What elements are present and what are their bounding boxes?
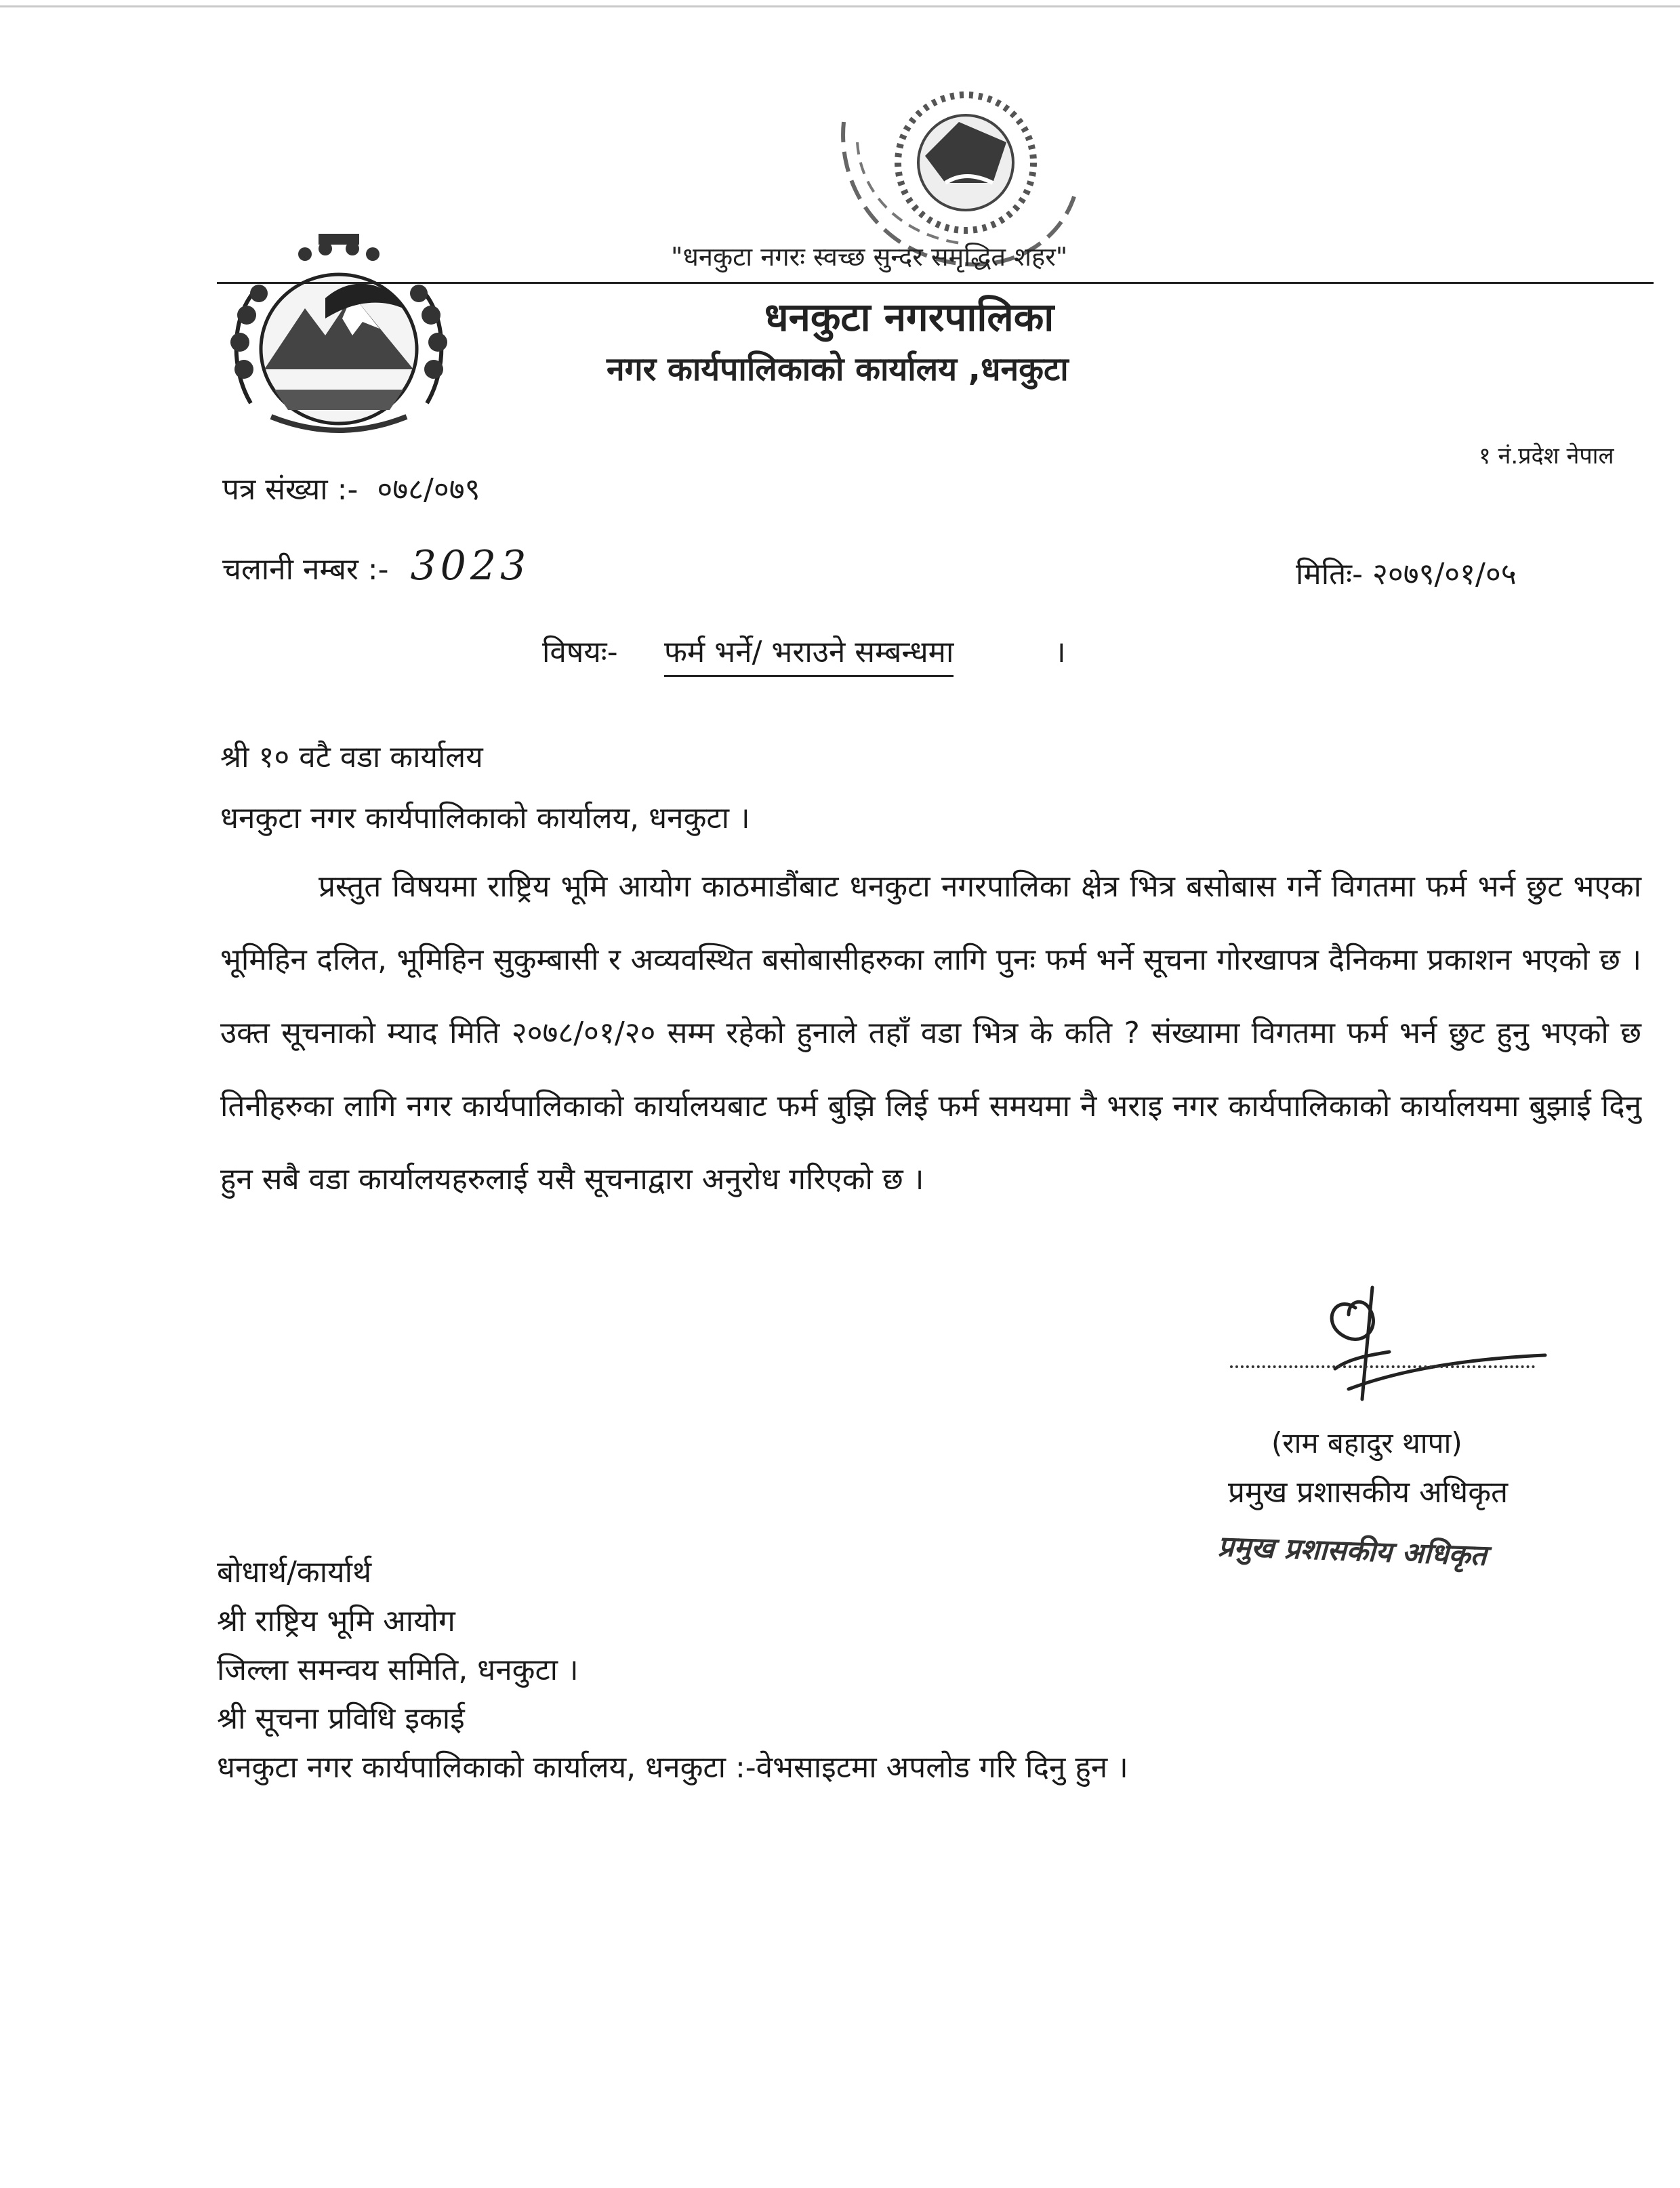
office-subtitle: नगर कार्यपालिकाको कार्यालय ,धनकुटा bbox=[607, 350, 1069, 388]
subject-label: विषयः- bbox=[542, 635, 618, 669]
dispatch-number bbox=[222, 542, 530, 590]
office-name: धनकुटा नगरपालिका bbox=[764, 294, 1054, 340]
signatory-title-stamp: प्रमुख प्रशासकीय अधिकृत bbox=[1217, 1529, 1488, 1572]
letter-number bbox=[222, 468, 480, 508]
dispatch-number-value: 3023 bbox=[410, 542, 531, 590]
scan-top-edge-line bbox=[0, 5, 1680, 7]
cc-heading: बोधार्थ/कार्यार्थ bbox=[217, 1555, 372, 1590]
signatory-name: (राम बहादुर थापा) bbox=[1271, 1426, 1462, 1460]
date-label: मितिः- bbox=[1296, 557, 1363, 592]
province-label: १ नं.प्रदेश नेपाल bbox=[1479, 442, 1614, 470]
header-divider bbox=[217, 282, 1654, 284]
date-value: २०७९/०१/०५ bbox=[1372, 557, 1517, 592]
dispatch-number-label: चलानी नम्बर :- bbox=[222, 552, 389, 587]
signature-line bbox=[1230, 1365, 1535, 1368]
cc-item: श्री सूचना प्रविधि इकाई bbox=[217, 1701, 465, 1736]
nepal-government-emblem-icon bbox=[224, 234, 454, 457]
letter-number-value: ०७८/०७९ bbox=[377, 472, 480, 507]
cc-item: श्री राष्ट्रिय भूमि आयोग bbox=[217, 1604, 455, 1638]
recipient-line-1: श्री १० वटै वडा कार्यालय bbox=[220, 740, 483, 775]
letter-number-label: पत्र संख्या :- bbox=[222, 472, 358, 507]
municipality-slogan: "धनकुटा नगरः स्वच्छ सुन्दर समृद्धित शहर" bbox=[671, 242, 1068, 272]
letter-body-paragraph: प्रस्तुत विषयमा राष्ट्रिय भूमि आयोग काठमाडौंबाट धनकुटा नगरपालिका क्षेत्र भित्र बसोबास गर्ने विगतमा फर्म भर्न छुट भएका भूमिहिन दलित, भूमिहिन सुकुम्बासी र अव्यवस्थित बसोबासीहरुका लागि पुनः फर्म भर्ने सूचना गोरखापत्र दैनिकमा प्रकाशन भएको छ । उक्त सूचनाको म्याद मिति २०७८/०१/२० सम्म रहेको हुनाले तहाँ वडा भित्र के कति ? संख्यामा विगतमा फर्म भर्न छुट हुनु भएको छ तिनीहरुका लागि नगर कार्यपालिकाको कार्यालयबाट फर्म बुझि लिई फर्म समयमा नै भराइ नगर कार्यपालिकाको कार्यालयमा बुझाई दिनु हुन सबै वडा कार्यालयहरुलाई यसै सूचनाद्वारा अनुरोध गरिएको छ । bbox=[220, 869, 1641, 1197]
cc-item: धनकुटा नगर कार्यपालिकाको कार्यालय, धनकुटा :-वेभसाइटमा अपलोड गरि दिनु हुन । bbox=[217, 1750, 1128, 1785]
signatory-title: प्रमुख प्रशासकीय अधिकृत bbox=[1228, 1475, 1509, 1510]
handwritten-signature-icon bbox=[1308, 1281, 1565, 1409]
subject-end-mark: । bbox=[1054, 635, 1066, 669]
subject-text: फर्म भर्ने/ भराउने सम्बन्धमा bbox=[664, 630, 954, 677]
cc-item: जिल्ला समन्वय समिति, धनकुटा । bbox=[217, 1653, 579, 1687]
recipient-line-2: धनकुटा नगर कार्यपालिकाको कार्यालय, धनकुटा । bbox=[220, 801, 750, 835]
letter-date bbox=[1296, 552, 1517, 593]
